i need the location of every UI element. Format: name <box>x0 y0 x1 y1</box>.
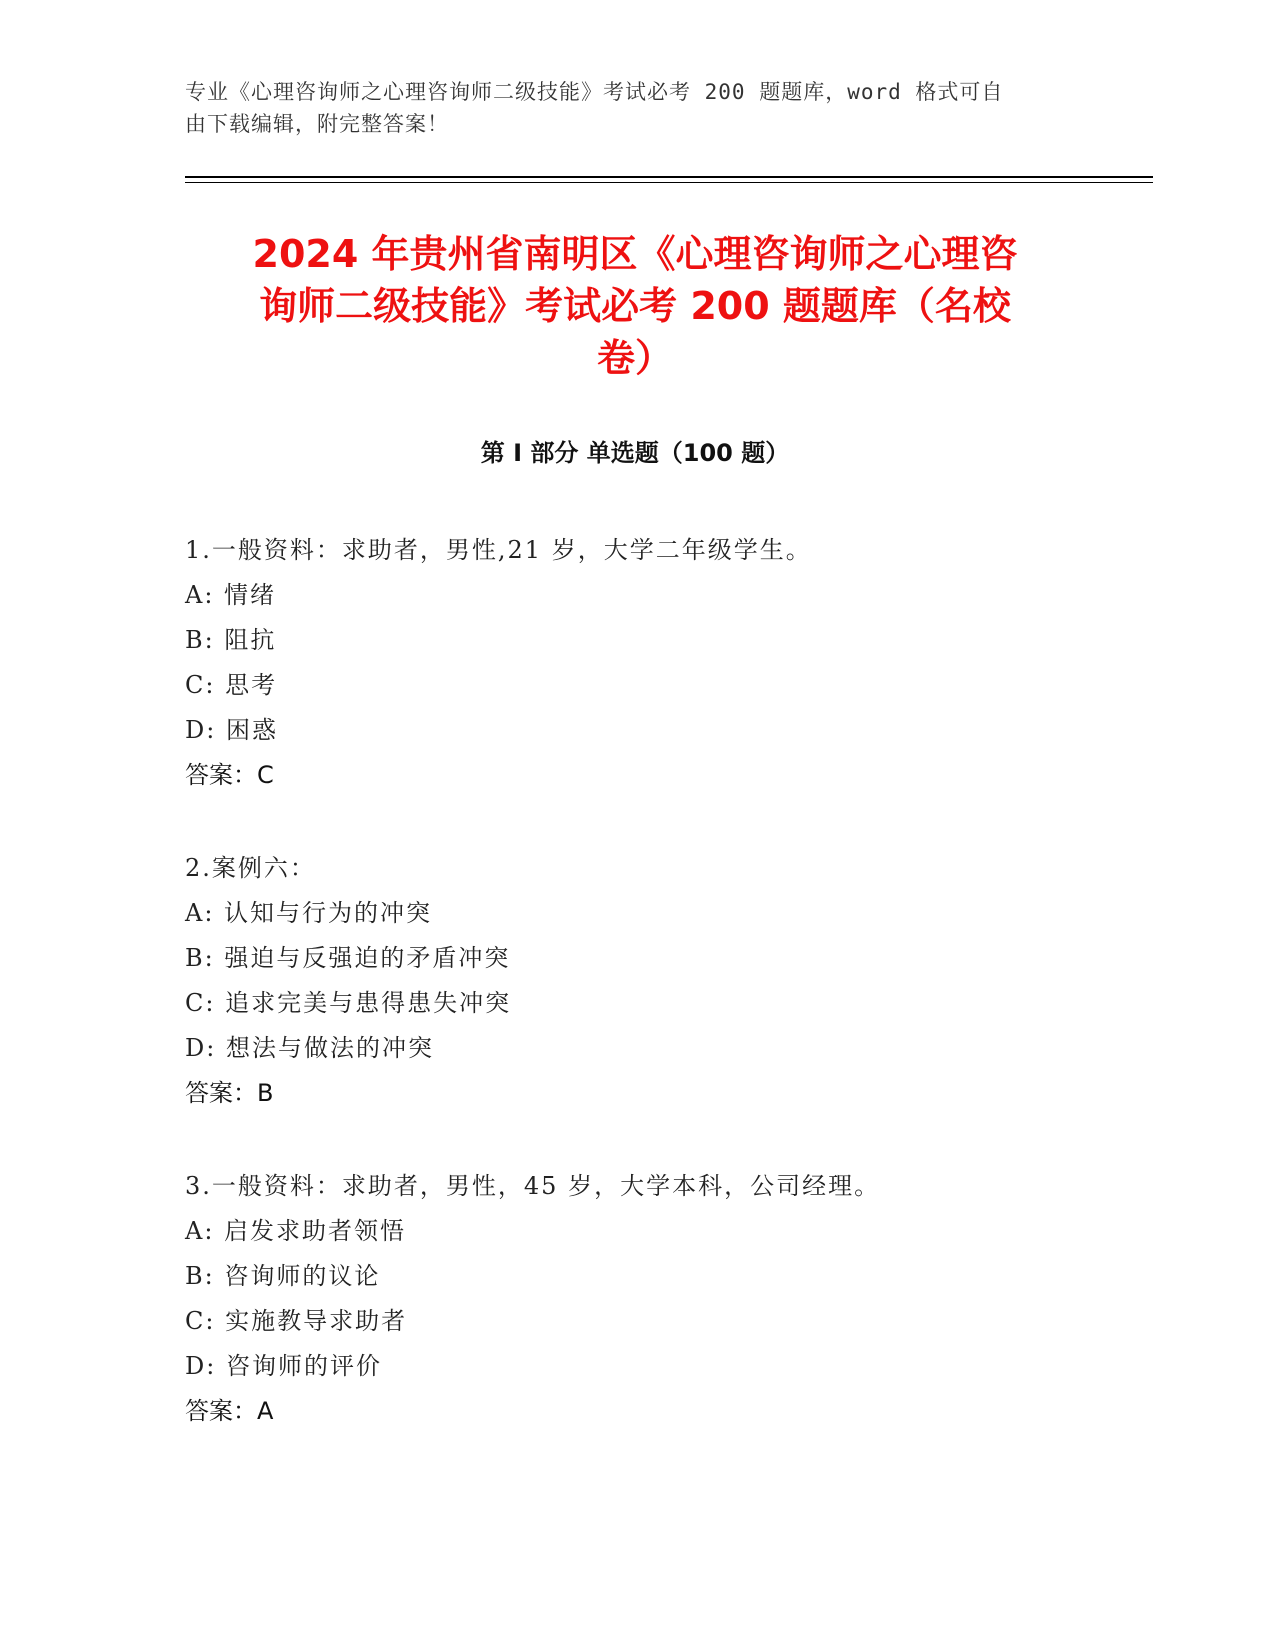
answer: 答案：A <box>185 1397 274 1425</box>
document-title-line-1: 2024 年贵州省南明区《心理咨询师之心理咨 <box>252 232 1018 276</box>
option-c: C: 思考 <box>185 671 278 699</box>
header-note <box>185 76 1065 140</box>
document-title-line-2: 询师二级技能》考试必考 200 题题库（名校 <box>259 284 1011 328</box>
question-item <box>185 1164 1085 1434</box>
option-d: D: 咨询师的评价 <box>185 1352 382 1380</box>
option-a: A: 情绪 <box>185 581 277 609</box>
option-b: B: 阻抗 <box>185 626 277 654</box>
answer: 答案：C <box>185 761 274 789</box>
option-b: B: 强迫与反强迫的矛盾冲突 <box>185 944 511 972</box>
header-divider-thin <box>185 182 1153 183</box>
section-title: 第 I 部分 单选题（100 题） <box>480 439 790 467</box>
option-a: A: 启发求助者领悟 <box>185 1217 407 1245</box>
header-divider-thick <box>185 176 1153 178</box>
question-stem: 2.案例六： <box>185 854 316 882</box>
option-d: D: 想法与做法的冲突 <box>185 1034 434 1062</box>
option-d: D: 困惑 <box>185 716 278 744</box>
question-item <box>185 846 1085 1116</box>
option-b: B: 咨询师的议论 <box>185 1262 381 1290</box>
header-note-line-1: 专业《心理咨询师之心理咨询师二级技能》考试必考 200 题题库，word 格式可自 <box>185 80 1004 104</box>
document-title-line-3: 卷） <box>596 336 673 380</box>
option-c: C: 追求完美与患得患失冲突 <box>185 989 512 1017</box>
header-note-line-2: 由下载编辑，附完整答案！ <box>185 112 449 136</box>
document-title <box>185 228 1085 384</box>
answer: 答案：B <box>185 1079 274 1107</box>
question-item <box>185 528 1085 798</box>
question-stem: 3.一般资料：求助者，男性，45 岁，大学本科，公司经理。 <box>185 1172 881 1200</box>
question-stem: 1.一般资料：求助者，男性,21 岁，大学二年级学生。 <box>185 536 812 564</box>
option-c: C: 实施教导求助者 <box>185 1307 408 1335</box>
option-a: A: 认知与行为的冲突 <box>185 899 433 927</box>
